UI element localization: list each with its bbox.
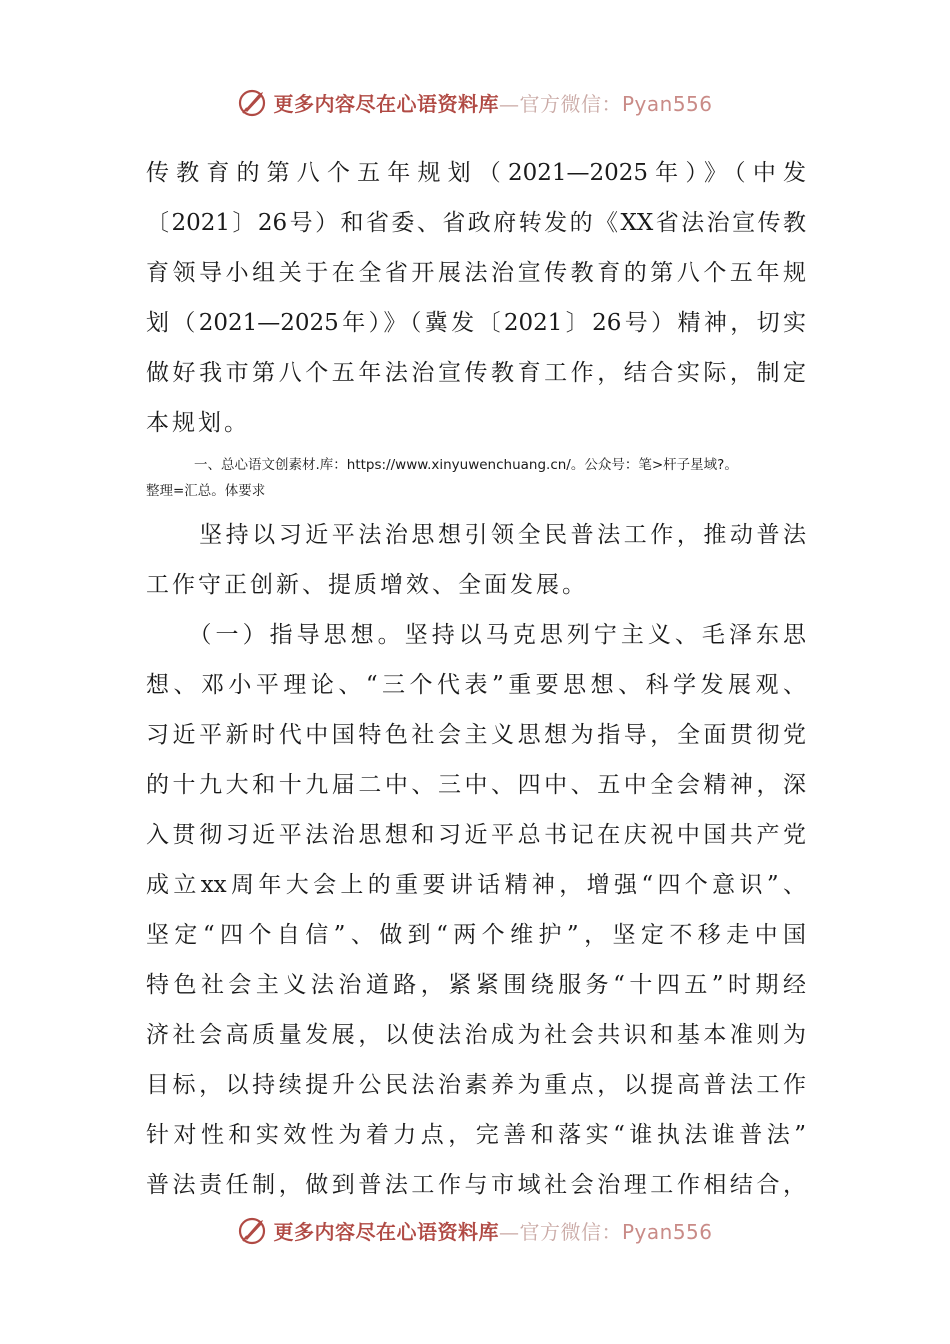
header-suffix: 官方微信： — [519, 91, 622, 116]
text-line: 目标，以持续提升公民法治素养为重点，以提高普法工作 — [146, 1072, 806, 1098]
watermark-note-line: 一、总心语文创素材.库：https://www.xinyuwenchuang.cn/。公众号：笔>杆子星域?。 — [194, 457, 738, 473]
text-line: 工作守正创新、提质增效、全面发展。 — [146, 572, 588, 598]
header-brand: 更多内容尽在心语资料库 — [273, 91, 499, 116]
text-line: 做好我市第八个五年法治宣传教育工作，结合实际，制定 — [146, 360, 806, 386]
text-line: 济社会高质量发展，以使法治成为社会共识和基本准则为 — [146, 1022, 806, 1048]
header-banner — [0, 80, 950, 124]
footer-brand: 更多内容尽在心语资料库 — [273, 1219, 499, 1244]
footer-suffix: 官方微信： — [519, 1219, 622, 1244]
text-line: 坚定“四个自信”、做到“两个维护”，坚定不移走中国 — [146, 922, 806, 948]
footer-banner — [0, 1208, 950, 1252]
text-line: 的十九大和十九届二中、三中、四中、五中全会精神，深 — [146, 772, 806, 798]
text-line: （一）指导思想。坚持以马克思列宁主义、毛泽东思 — [146, 622, 806, 648]
paragraph-requirement — [146, 510, 806, 610]
quill-logo-icon — [237, 1214, 269, 1246]
document-body — [146, 148, 806, 1210]
quill-logo-icon — [237, 86, 269, 118]
text-line: 针对性和实效性为着力点，完善和落实“谁执法谁普法” — [146, 1122, 806, 1148]
text-line: 划（2021—2025年）》（冀发〔2021〕26号）精神，切实 — [146, 310, 806, 336]
header-separator: — — [498, 91, 520, 116]
text-line: 传教育的第八个五年规划（2021—2025年）》（中发 — [146, 160, 806, 186]
text-line: 想、邓小平理论、“三个代表”重要思想、科学发展观、 — [146, 672, 806, 698]
paragraph-intro — [146, 148, 806, 448]
watermark-note-line: 整理=汇总。体要求 — [146, 483, 266, 499]
footer-separator: — — [498, 1219, 520, 1244]
footer-wechat-id: Pyan556 — [621, 1219, 713, 1244]
footer-banner-text — [273, 1216, 712, 1245]
header-banner-text — [273, 88, 712, 117]
text-line: 普法责任制，做到普法工作与市域社会治理工作相结合， — [146, 1172, 806, 1198]
text-line: 习近平新时代中国特色社会主义思想为指导，全面贯彻党 — [146, 722, 806, 748]
text-line: 本规划。 — [146, 410, 250, 436]
paragraph-guiding-ideology — [146, 610, 806, 1210]
text-line: 成立xx周年大会上的重要讲话精神，增强“四个意识”、 — [146, 872, 806, 898]
text-line: 坚持以习近平法治思想引领全民普法工作，推动普法 — [146, 522, 806, 548]
watermark-note — [146, 452, 806, 504]
text-line: 入贯彻习近平法治思想和习近平总书记在庆祝中国共产党 — [146, 822, 806, 848]
header-wechat-id: Pyan556 — [621, 91, 713, 116]
text-line: 〔2021〕26号）和省委、省政府转发的《XX省法治宣传教 — [146, 210, 806, 236]
text-line: 特色社会主义法治道路，紧紧围绕服务“十四五”时期经 — [146, 972, 806, 998]
text-line: 育领导小组关于在全省开展法治宣传教育的第八个五年规 — [146, 260, 806, 286]
